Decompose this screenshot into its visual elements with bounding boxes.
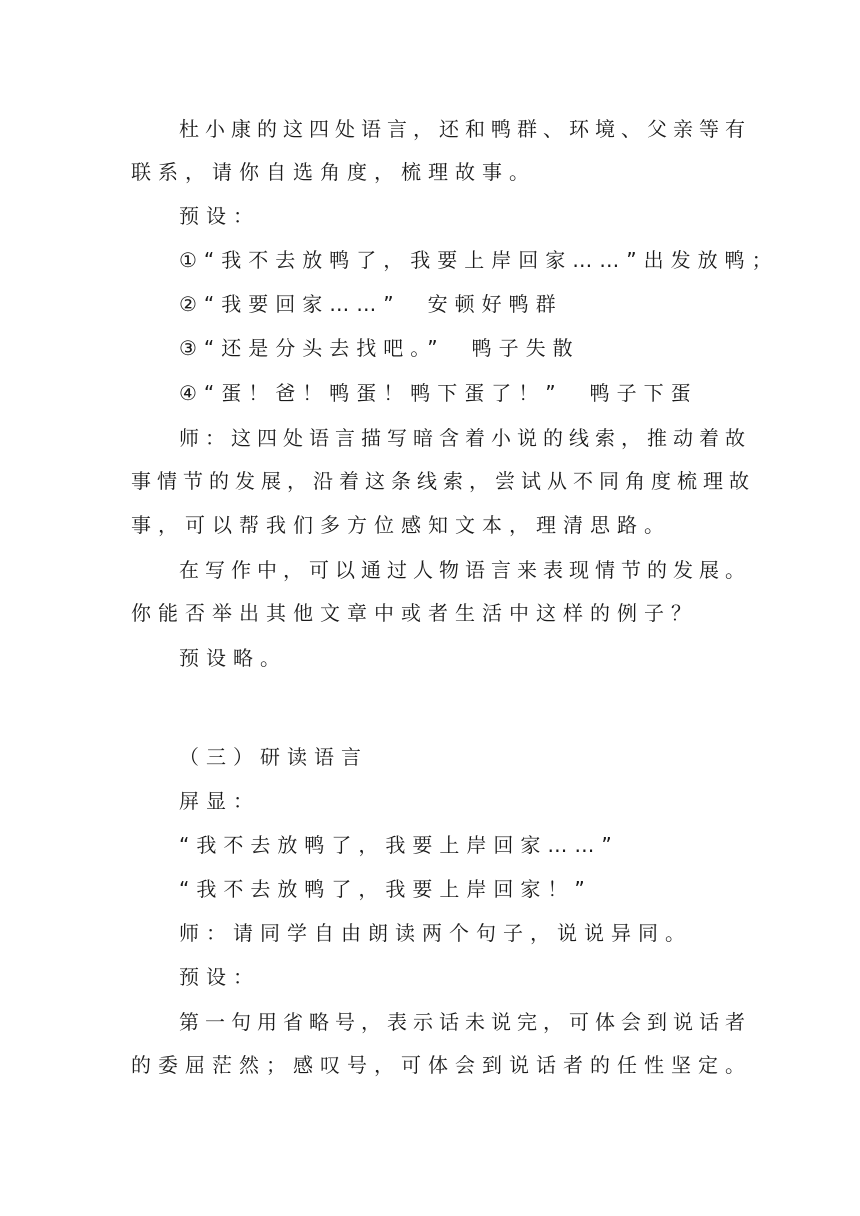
para-1-line-1: 杜小康的这四处语言，还和鸭群、环境、父亲等有	[179, 117, 751, 141]
para-1-line-2: 联系，请你自选角度，梳理故事。	[131, 160, 536, 184]
writing-para-line-2: 你能否举出其他文章中或者生活中这样的例子？	[131, 601, 698, 625]
teacher-para-line-3: 事，可以帮我们多方位感知文本，理清思路。	[131, 513, 671, 537]
teacher-para-line-1: 师：这四处语言描写暗含着小说的线索，推动着故	[179, 426, 751, 450]
analysis-para-line-2: 的委屈茫然；感叹号，可体会到说话者的任性坚定。	[131, 1053, 752, 1077]
preset-omitted: 预设略。	[179, 646, 287, 670]
section-heading: （三）研读语言	[179, 745, 368, 769]
list-item-4: ④“蛋！爸！鸭蛋！鸭下蛋了！” 鸭子下蛋	[179, 381, 698, 405]
preset-label-1: 预设：	[179, 204, 260, 228]
list-item-3: ③“还是分头去找吧。” 鸭子失散	[179, 336, 580, 360]
writing-para-line-1: 在写作中，可以通过人物语言来表现情节的发展。	[179, 558, 751, 582]
screen-display-label: 屏显：	[179, 789, 260, 813]
document-page	[131, 0, 779, 1216]
quote-sentence-1: “我不去放鸭了，我要上岸回家……”	[179, 833, 619, 857]
teacher-para-line-2: 事情节的发展，沿着这条线索，尝试从不同角度梳理故	[131, 469, 755, 493]
list-item-2: ②“我要回家……” 安顿好鸭群	[179, 292, 563, 316]
analysis-para-line-1: 第一句用省略号，表示话未说完，可体会到说话者	[179, 1010, 751, 1034]
quote-sentence-2: “我不去放鸭了，我要上岸回家！”	[179, 877, 592, 901]
list-item-1: ①“我不去放鸭了，我要上岸回家……”出发放鸭；	[179, 248, 779, 272]
preset-label-2: 预设：	[179, 965, 260, 989]
teacher-instruction: 师：请同学自由朗读两个句子，说说异同。	[179, 921, 692, 945]
